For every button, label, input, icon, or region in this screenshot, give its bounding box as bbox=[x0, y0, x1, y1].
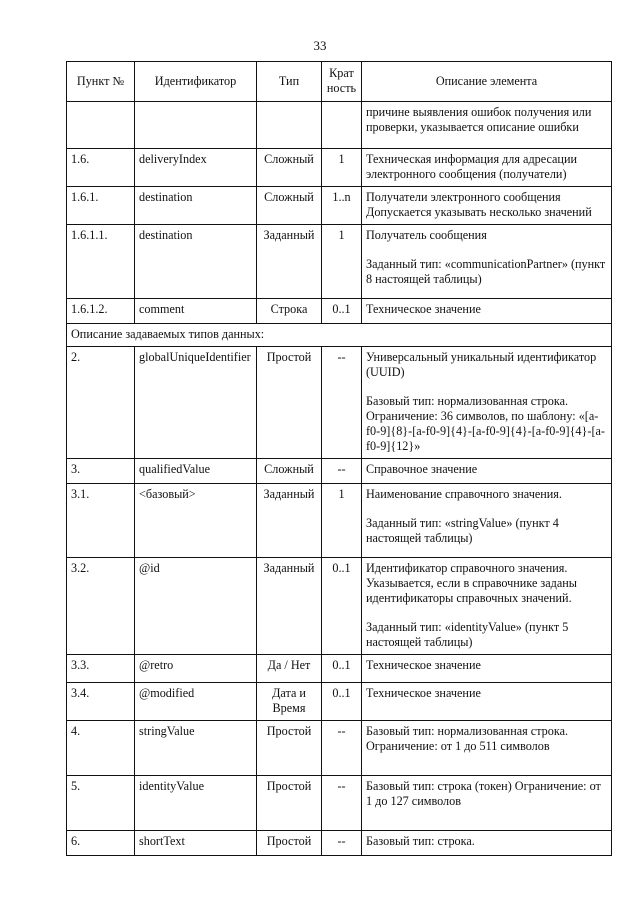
cell-type: Простой bbox=[257, 721, 322, 776]
cell-description bbox=[362, 459, 612, 484]
header-multiplicity: Крат ность bbox=[322, 62, 362, 102]
cell-multiplicity: 0..1 bbox=[322, 299, 362, 324]
cell-type: Простой bbox=[257, 831, 322, 856]
table-row bbox=[67, 484, 612, 558]
cell-num: 3.3. bbox=[67, 655, 135, 683]
cell-identifier: @retro bbox=[135, 655, 257, 683]
cell-description bbox=[362, 558, 612, 655]
cell-type bbox=[257, 102, 322, 149]
table-header-row bbox=[67, 62, 612, 102]
cell-multiplicity: 1..n bbox=[322, 187, 362, 225]
description-paragraph: Техническое значение bbox=[366, 686, 481, 700]
table-row bbox=[67, 831, 612, 856]
cell-identifier: @modified bbox=[135, 683, 257, 721]
table-row bbox=[67, 558, 612, 655]
cell-description bbox=[362, 187, 612, 225]
cell-num: 1.6. bbox=[67, 149, 135, 187]
cell-num: 6. bbox=[67, 831, 135, 856]
cell-description bbox=[362, 225, 612, 299]
table-row bbox=[67, 299, 612, 324]
description-paragraph: Наименование справочного значения. bbox=[366, 487, 562, 501]
description-paragraph: Базовый тип: строка (токен) Ограничение: от 1 до 127 символов bbox=[366, 779, 601, 808]
description-paragraph: Заданный тип: «stringValue» (пункт 4 настоящей таблицы) bbox=[366, 516, 559, 545]
description-paragraph: Универсальный уникальный идентификатор (UUID) bbox=[366, 350, 597, 379]
table-row bbox=[67, 225, 612, 299]
cell-identifier: globalUniqueIdentifier bbox=[135, 347, 257, 459]
cell-multiplicity bbox=[322, 102, 362, 149]
element-spec-table bbox=[66, 61, 612, 856]
cell-num: 1.6.1.2. bbox=[67, 299, 135, 324]
cell-identifier: destination bbox=[135, 225, 257, 299]
cell-identifier: comment bbox=[135, 299, 257, 324]
table-row bbox=[67, 187, 612, 225]
header-type: Тип bbox=[257, 62, 322, 102]
cell-num: 1.6.1. bbox=[67, 187, 135, 225]
cell-multiplicity: 0..1 bbox=[322, 655, 362, 683]
description-paragraph: Заданный тип: «identityValue» (пункт 5 настоящей таблицы) bbox=[366, 620, 569, 649]
cell-description bbox=[362, 721, 612, 776]
cell-num: 4. bbox=[67, 721, 135, 776]
cell-multiplicity: -- bbox=[322, 459, 362, 484]
table-row bbox=[67, 655, 612, 683]
description-paragraph: Получатели электронного сообщения Допускается указывать несколько значений bbox=[366, 190, 592, 219]
table-row bbox=[67, 459, 612, 484]
cell-description bbox=[362, 347, 612, 459]
table-row bbox=[67, 721, 612, 776]
cell-description bbox=[362, 299, 612, 324]
table-row bbox=[67, 683, 612, 721]
cell-identifier: shortText bbox=[135, 831, 257, 856]
cell-type: Сложный bbox=[257, 459, 322, 484]
description-paragraph: Заданный тип: «communicationPartner» (пункт 8 настоящей таблицы) bbox=[366, 257, 606, 286]
section-title: Описание задаваемых типов данных: bbox=[67, 324, 612, 347]
cell-identifier: identityValue bbox=[135, 776, 257, 831]
description-paragraph: Техническое значение bbox=[366, 302, 481, 316]
cell-multiplicity: 1 bbox=[322, 484, 362, 558]
cell-type: Сложный bbox=[257, 149, 322, 187]
section-row bbox=[67, 324, 612, 347]
description-paragraph: Базовый тип: нормализованная строка. Ограничение: от 1 до 511 символов bbox=[366, 724, 569, 753]
cell-multiplicity: -- bbox=[322, 776, 362, 831]
cell-type: Дата и Время bbox=[257, 683, 322, 721]
description-paragraph: Справочное значение bbox=[366, 462, 478, 476]
cell-identifier: stringValue bbox=[135, 721, 257, 776]
table-row bbox=[67, 776, 612, 831]
table-row bbox=[67, 102, 612, 149]
description-paragraph: Техническая информация для адресации электронного сообщения (получатели) bbox=[366, 152, 577, 181]
cell-multiplicity: -- bbox=[322, 831, 362, 856]
cell-num: 5. bbox=[67, 776, 135, 831]
cell-num: 3.4. bbox=[67, 683, 135, 721]
cell-identifier: @id bbox=[135, 558, 257, 655]
cell-description bbox=[362, 149, 612, 187]
description-paragraph: Базовый тип: нормализованная строка. Ограничение: 36 символов, по шаблону: «[a-f0-9]{8}-[a-f0-9]{4}-[a-f0-9]{4}-[a-f0-9]{4}-[a-f0-9]{12}» bbox=[366, 394, 605, 453]
cell-type: Сложный bbox=[257, 187, 322, 225]
description-paragraph: Техническое значение bbox=[366, 658, 481, 672]
table-row bbox=[67, 347, 612, 459]
description-paragraph: Получатель сообщения bbox=[366, 228, 487, 242]
cell-description bbox=[362, 655, 612, 683]
cell-type: Строка bbox=[257, 299, 322, 324]
cell-type: Заданный bbox=[257, 225, 322, 299]
header-identifier: Идентификатор bbox=[135, 62, 257, 102]
cell-multiplicity: -- bbox=[322, 721, 362, 776]
description-paragraph: Базовый тип: строка. bbox=[366, 834, 475, 848]
cell-multiplicity: 1 bbox=[322, 225, 362, 299]
cell-multiplicity: 1 bbox=[322, 149, 362, 187]
cell-type: Заданный bbox=[257, 558, 322, 655]
cell-identifier: destination bbox=[135, 187, 257, 225]
description-paragraph: Идентификатор справочного значения. Указывается, если в справочнике заданы идентификаторы справочных значений. bbox=[366, 561, 577, 605]
cell-multiplicity: -- bbox=[322, 347, 362, 459]
table-row bbox=[67, 149, 612, 187]
cell-multiplicity: 0..1 bbox=[322, 558, 362, 655]
cell-type: Да / Нет bbox=[257, 655, 322, 683]
cell-identifier: qualifiedValue bbox=[135, 459, 257, 484]
header-num: Пункт № bbox=[67, 62, 135, 102]
cell-num: 3.2. bbox=[67, 558, 135, 655]
cell-type: Простой bbox=[257, 776, 322, 831]
cell-num: 2. bbox=[67, 347, 135, 459]
page-number: 33 bbox=[313, 38, 327, 53]
cell-description bbox=[362, 683, 612, 721]
cell-type: Заданный bbox=[257, 484, 322, 558]
cell-identifier bbox=[135, 102, 257, 149]
cell-multiplicity: 0..1 bbox=[322, 683, 362, 721]
header-description: Описание элемента bbox=[362, 62, 612, 102]
description-paragraph: причине выявления ошибок получения или проверки, указывается описание ошибки bbox=[366, 105, 592, 134]
cell-description bbox=[362, 831, 612, 856]
cell-type: Простой bbox=[257, 347, 322, 459]
cell-description bbox=[362, 102, 612, 149]
cell-identifier: <базовый> bbox=[135, 484, 257, 558]
cell-identifier: deliveryIndex bbox=[135, 149, 257, 187]
cell-num: 3.1. bbox=[67, 484, 135, 558]
cell-description bbox=[362, 484, 612, 558]
cell-num bbox=[67, 102, 135, 149]
cell-description bbox=[362, 776, 612, 831]
cell-num: 3. bbox=[67, 459, 135, 484]
cell-num: 1.6.1.1. bbox=[67, 225, 135, 299]
